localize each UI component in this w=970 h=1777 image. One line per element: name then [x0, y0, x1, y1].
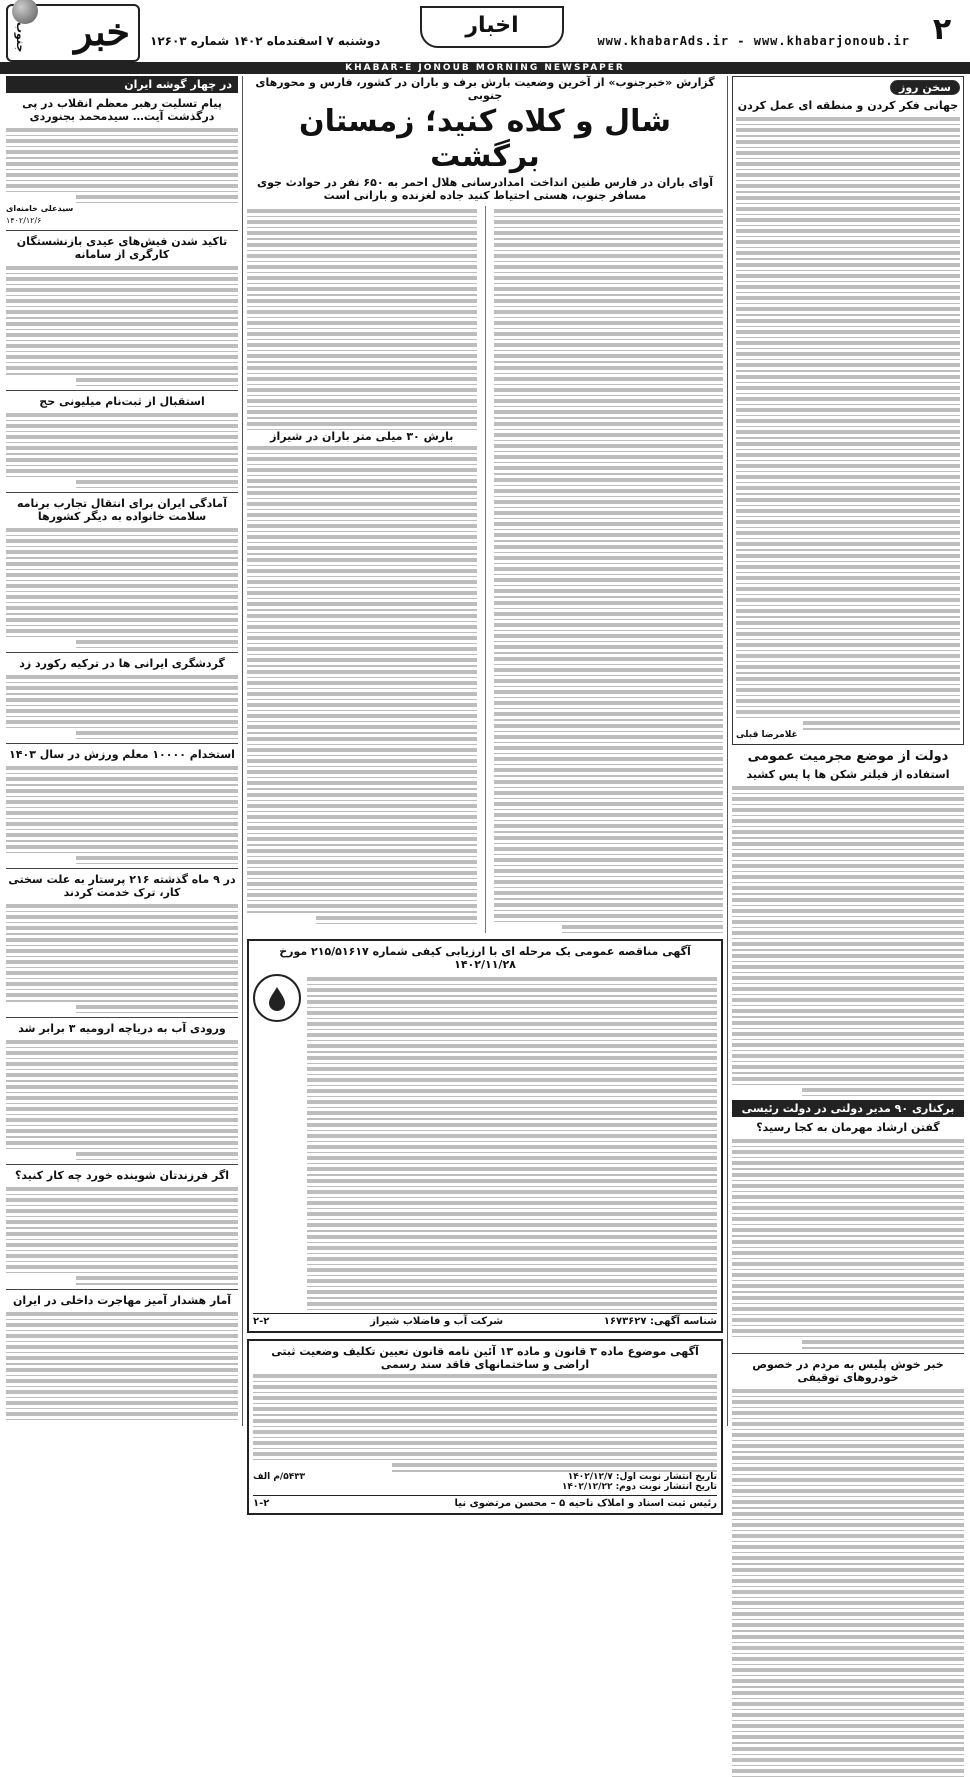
news-signature: سیدعلی خامنه‌ای: [6, 204, 74, 214]
article-subtitle: استفاده از فیلتر شکن ها پا پس کشید: [746, 767, 950, 781]
subheadline: امدادرسانی هلال احمر به ۶۵۰ نفر در حوادث جوی: [257, 176, 524, 189]
logo-text: خبر: [74, 9, 130, 54]
story-column: [247, 206, 477, 933]
article-body: [736, 114, 960, 729]
news-title: تاکید شدن فیش‌های عیدی بازنشستگان کارگری از سامانه: [16, 234, 228, 261]
ad-title: آگهی موضوع ماده ۳ قانون و ماده ۱۳ آئین نامه قانون تعیین تکلیف وضعیت ثبتی اراضی و ساختمانهای فاقد سند رسمی: [271, 1344, 699, 1371]
section-title: اخبار: [420, 6, 564, 48]
main-headline: شال و کلاه کنید؛ زمستان برگشت: [299, 104, 671, 174]
news-title: استخدام ۱۰۰۰۰ معلم ورزش در سال ۱۴۰۳: [9, 748, 235, 762]
ad-code: شناسه آگهی: ۱۶۷۳۶۲۷: [603, 1315, 717, 1327]
masthead: [0, 0, 970, 65]
ad-ref: ۵۴۳۳/م الف: [253, 1471, 306, 1482]
registry-ad: [247, 1339, 723, 1515]
page-number: ۲: [932, 12, 952, 47]
subheadline: آوای باران در فارس طنین انداخت: [529, 176, 713, 189]
article-title-banner: برکناری ۹۰ مدیر دولتی در دولت رئیسی: [732, 1100, 964, 1117]
logo-subtext: جنوب: [14, 22, 27, 53]
news-title: آمار هشدار آمیز مهاجرت داخلی در ایران: [12, 1293, 232, 1307]
ad-title: آگهی مناقصه عمومی یک مرحله ای با ارزیابی کیفی شماره ۲۱۵/۵۱۶۱۷ مورخ ۱۴۰۲/۱۱/۲۸: [279, 945, 691, 972]
story-column: [494, 206, 724, 933]
column-divider: [242, 76, 243, 1426]
ad-publish-date: تاریخ انتشار نوبت اول: ۱۴۰۲/۱۲/۷: [567, 1471, 717, 1482]
editorial-box-title: سخن روز: [890, 80, 960, 95]
story-subhead: بارش ۳۰ میلی متر باران در شیراز: [270, 429, 454, 443]
subheadline: مسافر جنوب، هستی احتیاط کنید جاده لغزنده و بارانی است: [323, 189, 647, 202]
article-body: [732, 1386, 964, 1777]
left-column-title: در چهار گوشه ایران: [6, 76, 238, 93]
column-divider: [727, 76, 728, 1426]
english-name-bar: KHABAR-E JONOUB MORNING NEWSPAPER: [0, 62, 970, 74]
news-date: ۱۴۰۲/۱۲/۶: [6, 215, 42, 225]
news-title: در ۹ ماه گذشته ۲۱۶ پرستار به علت سختی کار، ترک خدمت کردند: [8, 872, 236, 899]
editorial-box: [732, 76, 964, 745]
ad-signer: رئیس ثبت اسناد و املاک ناحیه ۵ – محسن مرتضوی نیا: [454, 1497, 717, 1509]
headline-kicker: گزارش «خبرجنوب» از آخرین وضعیت بارش برف و باران در کشور، فارس و محورهای جنوبی: [255, 76, 715, 102]
center-column: [247, 76, 723, 1509]
article-title: جهانی فکر کردن و منطقه ای عمل کردن: [737, 99, 959, 113]
ad-publish-date: تاریخ انتشار نوبت دوم: ۱۴۰۲/۱۲/۲۲: [561, 1481, 717, 1492]
article-title: خبر خوش پلیس به مردم در خصوص خودروهای توقیفی: [752, 1357, 944, 1384]
news-title: استقبال از ثبت‌نام میلیونی حج: [39, 394, 205, 408]
dateline: دوشنبه ۷ اسفندماه ۱۴۰۲ شماره ۱۲۶۰۳: [150, 34, 381, 48]
ad-number: ۱-۲: [253, 1497, 270, 1509]
ad-organization: شرکت آب و فاضلاب شیراز: [370, 1315, 504, 1327]
ad-number: ۲-۲: [253, 1315, 270, 1327]
news-title: پیام تسلیت رهبر معظم انقلاب در پی درگذشت آیت… سیدمحمد بجنوردی: [22, 97, 222, 123]
news-title: آمادگی ایران برای انتقال تجارب برنامه سلامت خانواده به دیگر کشورها: [16, 497, 228, 524]
right-column: [732, 76, 964, 1426]
tender-ad: [247, 939, 723, 1333]
article-author: غلامرضا قبلی: [736, 729, 798, 740]
main-story: [247, 206, 723, 933]
article-title: دولت از موضع مجرمیت عمومی: [747, 748, 949, 764]
newspaper-logo: [6, 4, 140, 62]
news-title: گردشگری ایرانی ها در ترکیه رکورد زد: [19, 657, 225, 671]
left-column: [6, 76, 238, 1426]
article-body: [732, 1136, 964, 1349]
news-title: اگر فرزندتان شوینده خورد چه کار کنید؟: [14, 1168, 230, 1182]
article-body: [732, 783, 964, 1096]
news-title: ورودی آب به دریاچه ارومیه ۳ برابر شد: [18, 1021, 226, 1035]
water-company-logo-icon: [253, 974, 301, 1022]
websites[interactable]: www.khabarAds.ir - www.khabarjonoub.ir: [597, 34, 910, 48]
article-subtitle: گفتن ارشاد مهرمان به کجا رسید؟: [756, 1120, 940, 1134]
globe-icon: [12, 0, 38, 24]
